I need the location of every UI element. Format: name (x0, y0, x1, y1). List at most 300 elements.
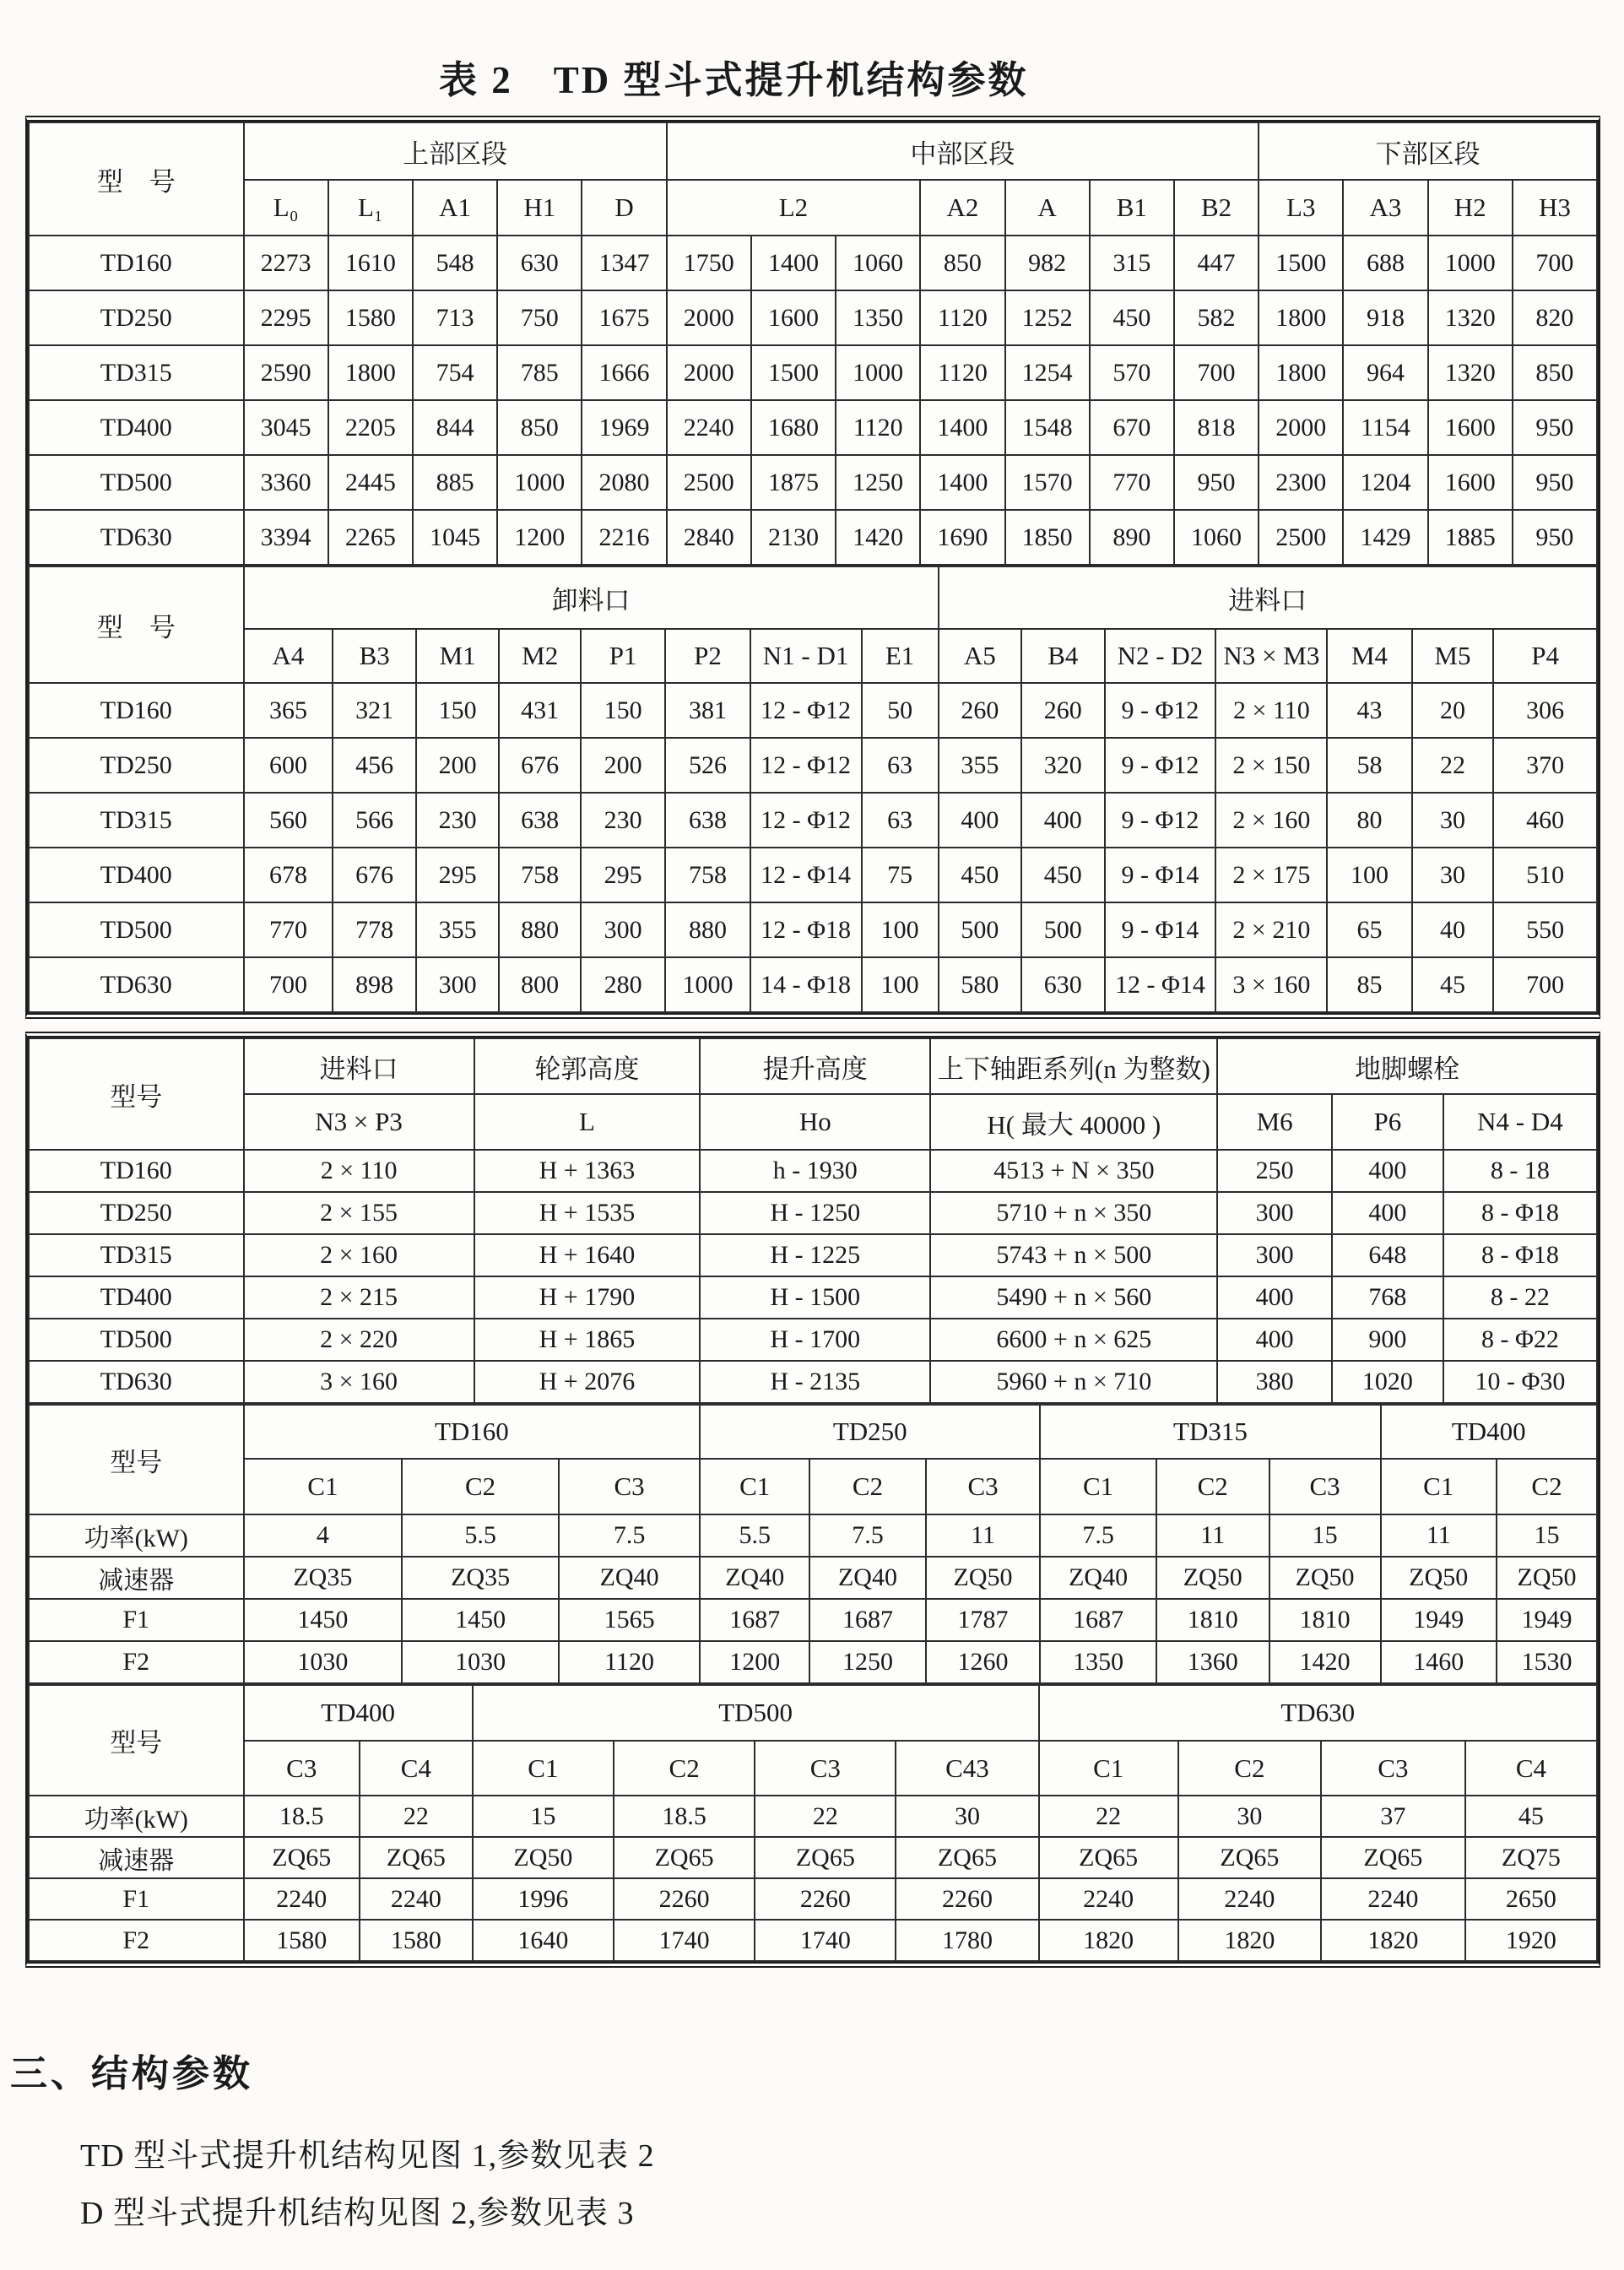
value-cell: 456 (333, 738, 415, 793)
value-cell: 688 (1343, 236, 1427, 290)
value-cell: 2260 (755, 1878, 896, 1920)
value-cell: h - 1930 (700, 1150, 930, 1192)
value-cell: 670 (1090, 400, 1174, 455)
table-body (29, 236, 1597, 565)
column-header: H1 (497, 180, 582, 236)
value-cell: 15 (1497, 1514, 1597, 1557)
value-cell: ZQ40 (1040, 1557, 1156, 1599)
value-cell: 1850 (1005, 510, 1090, 565)
value-cell: 10 - Φ30 (1443, 1361, 1597, 1403)
table-section-power-1 (28, 1404, 1598, 1684)
row-label-cell: TD250 (29, 1192, 244, 1234)
model-column-header: 型号 (29, 1685, 244, 1796)
model-column-header: 型号 (29, 1038, 244, 1150)
value-cell: 280 (581, 957, 665, 1012)
table-row (29, 236, 1597, 290)
table-body (29, 1796, 1597, 1961)
value-cell: 2240 (1039, 1878, 1178, 1920)
column-header: D (582, 180, 666, 236)
value-cell: ZQ65 (1178, 1837, 1321, 1878)
value-cell: 1320 (1428, 345, 1513, 400)
column-header: N3 × M3 (1215, 629, 1327, 683)
value-cell: 2500 (1259, 510, 1343, 565)
column-header: C2 (1178, 1741, 1321, 1796)
value-cell: 1460 (1381, 1641, 1497, 1683)
value-cell: H + 1640 (474, 1234, 701, 1276)
table-row (29, 683, 1597, 738)
value-cell: 754 (413, 345, 497, 400)
value-cell: 1580 (328, 290, 413, 345)
value-cell: 1687 (1040, 1599, 1156, 1641)
value-cell: 30 (1178, 1796, 1321, 1837)
row-label-cell: TD400 (29, 400, 244, 455)
value-cell: 300 (581, 902, 665, 957)
value-cell: 630 (497, 236, 582, 290)
value-cell: 1600 (1428, 455, 1513, 510)
column-header: C4 (360, 1741, 473, 1796)
value-cell: 500 (1021, 902, 1104, 957)
table-row (29, 1878, 1597, 1920)
value-cell: 1600 (1428, 400, 1513, 455)
column-header: C3 (755, 1741, 896, 1796)
value-cell: 150 (416, 683, 499, 738)
value-cell: 2240 (667, 400, 751, 455)
value-cell: 1800 (1259, 345, 1343, 400)
value-cell: 880 (665, 902, 750, 957)
table-row (29, 1920, 1597, 1961)
value-cell: 8 - 22 (1443, 1276, 1597, 1319)
value-cell: 260 (939, 683, 1021, 738)
value-cell: 3 × 160 (244, 1361, 474, 1403)
value-cell: 2590 (244, 345, 328, 400)
column-header: C2 (614, 1741, 755, 1796)
value-cell: 1800 (328, 345, 413, 400)
row-label-cell: TD250 (29, 738, 244, 793)
value-cell: 22 (1039, 1796, 1178, 1837)
value-cell: 8 - 18 (1443, 1150, 1597, 1192)
column-header: C3 (1269, 1459, 1381, 1514)
value-cell: 5960 + n × 710 (930, 1361, 1217, 1403)
value-cell: 2240 (360, 1878, 473, 1920)
value-cell: 11 (1156, 1514, 1269, 1557)
value-cell: 11 (926, 1514, 1041, 1557)
note-line-d-type: D 型斗式提升机结构见图 2,参数见表 3 (80, 2196, 635, 2231)
column-header: C1 (1381, 1459, 1497, 1514)
value-cell: ZQ65 (896, 1837, 1038, 1878)
value-cell: 1200 (700, 1641, 809, 1683)
value-cell: 381 (665, 683, 750, 738)
table-row (29, 957, 1597, 1012)
value-cell: 1060 (836, 236, 920, 290)
value-cell: 2265 (328, 510, 413, 565)
value-cell: 2 × 110 (1215, 683, 1327, 738)
value-cell: H - 2135 (700, 1361, 930, 1403)
value-cell: 570 (1090, 345, 1174, 400)
group-header-axle-distance-series: 上下轴距系列(n 为整数) (930, 1038, 1217, 1094)
value-cell: 1260 (926, 1641, 1041, 1683)
section-heading: 三、结构参数 (10, 2053, 253, 2094)
table-row (29, 902, 1597, 957)
value-cell: 200 (581, 738, 665, 793)
value-cell: 1740 (614, 1920, 755, 1961)
value-cell: 526 (665, 738, 750, 793)
value-cell: 890 (1090, 510, 1174, 565)
value-cell: 1920 (1465, 1920, 1597, 1961)
value-cell: 321 (333, 683, 415, 738)
column-header: C2 (1156, 1459, 1269, 1514)
value-cell: 580 (939, 957, 1021, 1012)
value-cell: 100 (862, 957, 939, 1012)
value-cell: 950 (1513, 455, 1597, 510)
value-cell: 950 (1174, 455, 1259, 510)
value-cell: 1820 (1321, 1920, 1465, 1961)
column-header: C3 (559, 1459, 700, 1514)
value-cell: 45 (1412, 957, 1494, 1012)
value-cell: ZQ65 (755, 1837, 896, 1878)
value-cell: 2260 (896, 1878, 1038, 1920)
value-cell: 450 (939, 848, 1021, 902)
row-label-cell: 功率(kW) (29, 1514, 244, 1557)
row-label-cell: TD630 (29, 1361, 244, 1403)
value-cell: 58 (1327, 738, 1411, 793)
group-header-td400: TD400 (244, 1685, 473, 1741)
value-cell: 1600 (751, 290, 836, 345)
value-cell: 1350 (836, 290, 920, 345)
group-header-feed-port: 进料口 (244, 1038, 474, 1094)
value-cell: 2273 (244, 236, 328, 290)
value-cell: 3394 (244, 510, 328, 565)
value-cell: 45 (1465, 1796, 1597, 1837)
value-cell: 30 (1412, 848, 1494, 902)
value-cell: 300 (1217, 1192, 1332, 1234)
table-row (29, 1641, 1597, 1683)
row-label-cell: TD630 (29, 510, 244, 565)
value-cell: 7.5 (1040, 1514, 1156, 1557)
value-cell: 630 (1021, 957, 1104, 1012)
column-header: Ho (700, 1094, 930, 1150)
value-cell: 844 (413, 400, 497, 455)
row-label-cell: TD160 (29, 236, 244, 290)
value-cell: H + 1535 (474, 1192, 701, 1234)
value-cell: 566 (333, 793, 415, 848)
value-cell: 12 - Φ18 (750, 902, 862, 957)
column-header: A4 (244, 629, 333, 683)
value-cell: 1548 (1005, 400, 1090, 455)
value-cell: 2 × 215 (244, 1276, 474, 1319)
value-cell: 2000 (667, 290, 751, 345)
value-cell: ZQ50 (1156, 1557, 1269, 1599)
value-cell: 355 (939, 738, 1021, 793)
table-row (29, 1796, 1597, 1837)
value-cell: 2260 (614, 1878, 755, 1920)
value-cell: 20 (1412, 683, 1494, 738)
value-cell: 1949 (1381, 1599, 1497, 1641)
value-cell: 1120 (836, 400, 920, 455)
table-row (29, 400, 1597, 455)
value-cell: 300 (416, 957, 499, 1012)
value-cell: 1200 (497, 510, 582, 565)
value-cell: 7.5 (559, 1514, 700, 1557)
value-cell: 2 × 210 (1215, 902, 1327, 957)
column-header: C4 (1465, 1741, 1597, 1796)
value-cell: 100 (862, 902, 939, 957)
value-cell: 355 (416, 902, 499, 957)
value-cell: 1250 (809, 1641, 925, 1683)
value-cell: 1254 (1005, 345, 1090, 400)
value-cell: 5.5 (700, 1514, 809, 1557)
value-cell: 3360 (244, 455, 328, 510)
value-cell: 6600 + n × 625 (930, 1319, 1217, 1361)
value-cell: 400 (1332, 1192, 1443, 1234)
value-cell: 9 - Φ12 (1105, 683, 1216, 738)
value-cell: H + 2076 (474, 1361, 701, 1403)
value-cell: 447 (1174, 236, 1259, 290)
value-cell: 1450 (402, 1599, 559, 1641)
value-cell: ZQ65 (1321, 1837, 1465, 1878)
value-cell: H - 1700 (700, 1319, 930, 1361)
column-header: H2 (1428, 180, 1513, 236)
value-cell: 1666 (582, 345, 666, 400)
value-cell: ZQ50 (1381, 1557, 1497, 1599)
value-cell: 3 × 160 (1215, 957, 1327, 1012)
value-cell: 1120 (559, 1641, 700, 1683)
value-cell: 600 (244, 738, 333, 793)
group-header-feed-port: 进料口 (939, 566, 1597, 629)
value-cell: 100 (1327, 848, 1411, 902)
value-cell: 1020 (1332, 1361, 1443, 1403)
group-header-td160: TD160 (244, 1405, 701, 1459)
value-cell: 300 (1217, 1234, 1332, 1276)
value-cell: 850 (497, 400, 582, 455)
value-cell: 648 (1332, 1234, 1443, 1276)
table-row (29, 1514, 1597, 1557)
value-cell: 11 (1381, 1514, 1497, 1557)
column-header: A (1005, 180, 1090, 236)
value-cell: 770 (244, 902, 333, 957)
value-cell: 1045 (413, 510, 497, 565)
value-cell: 431 (499, 683, 581, 738)
value-cell: 380 (1217, 1361, 1332, 1403)
value-cell: 2205 (328, 400, 413, 455)
value-cell: 964 (1343, 345, 1427, 400)
value-cell: 2000 (667, 345, 751, 400)
value-cell: 2130 (751, 510, 836, 565)
group-header-anchor-bolt: 地脚螺栓 (1217, 1038, 1597, 1094)
value-cell: 850 (920, 236, 1004, 290)
group-header-discharge-port: 卸料口 (244, 566, 939, 629)
value-cell: H - 1225 (700, 1234, 930, 1276)
value-cell: 700 (1174, 345, 1259, 400)
value-cell: ZQ35 (244, 1557, 403, 1599)
value-cell: 1000 (497, 455, 582, 510)
column-header: B1 (1090, 180, 1174, 236)
value-cell: 1500 (751, 345, 836, 400)
value-cell: 1154 (1343, 400, 1427, 455)
column-header: N3 × P3 (244, 1094, 474, 1150)
value-cell: 5.5 (402, 1514, 559, 1557)
value-cell: 560 (244, 793, 333, 848)
value-cell: 8 - Φ18 (1443, 1234, 1597, 1276)
table-section-heights (28, 1037, 1598, 1404)
value-cell: 1350 (1040, 1641, 1156, 1683)
value-cell: 1875 (751, 455, 836, 510)
row-label-cell: F2 (29, 1641, 244, 1683)
row-label-cell: 减速器 (29, 1837, 244, 1878)
value-cell: 1690 (920, 510, 1004, 565)
row-label-cell: F2 (29, 1920, 244, 1961)
table-section-power-2 (28, 1684, 1598, 1962)
value-cell: 638 (499, 793, 581, 848)
value-cell: 1120 (920, 345, 1004, 400)
value-cell: 400 (1217, 1276, 1332, 1319)
value-cell: H + 1790 (474, 1276, 701, 1319)
value-cell: 43 (1327, 683, 1411, 738)
value-cell: 1675 (582, 290, 666, 345)
value-cell: 1740 (755, 1920, 896, 1961)
column-header: N1 - D1 (750, 629, 862, 683)
value-cell: ZQ40 (809, 1557, 925, 1599)
value-cell: 676 (499, 738, 581, 793)
value-cell: H - 1250 (700, 1192, 930, 1234)
value-cell: 5490 + n × 560 (930, 1276, 1217, 1319)
table-row (29, 1276, 1597, 1319)
row-label-cell: TD315 (29, 345, 244, 400)
row-label-cell: 功率(kW) (29, 1796, 244, 1837)
value-cell: 315 (1090, 236, 1174, 290)
value-cell: 1810 (1269, 1599, 1381, 1641)
value-cell: 12 - Φ14 (750, 848, 862, 902)
value-cell: 18.5 (614, 1796, 755, 1837)
value-cell: 1320 (1428, 290, 1513, 345)
value-cell: 885 (413, 455, 497, 510)
value-cell: ZQ65 (614, 1837, 755, 1878)
value-cell: 2840 (667, 510, 751, 565)
value-cell: 550 (1493, 902, 1597, 957)
column-header: C1 (700, 1459, 809, 1514)
row-label-cell: TD315 (29, 1234, 244, 1276)
value-cell: 1800 (1259, 290, 1343, 345)
value-cell: 1000 (836, 345, 920, 400)
column-header: C2 (809, 1459, 925, 1514)
value-cell: 2 × 150 (1215, 738, 1327, 793)
value-cell: 2240 (244, 1878, 360, 1920)
column-header: L (474, 1094, 701, 1150)
value-cell: 14 - Φ18 (750, 957, 862, 1012)
value-cell: 30 (1412, 793, 1494, 848)
table-row (29, 1319, 1597, 1361)
value-cell: 2240 (1321, 1878, 1465, 1920)
column-header: B2 (1174, 180, 1259, 236)
value-cell: 5743 + n × 500 (930, 1234, 1217, 1276)
value-cell: 898 (333, 957, 415, 1012)
row-label-cell: TD400 (29, 1276, 244, 1319)
value-cell: ZQ65 (360, 1837, 473, 1878)
table-row (29, 793, 1597, 848)
column-header: C3 (244, 1741, 360, 1796)
value-cell: 150 (581, 683, 665, 738)
value-cell: 400 (1332, 1150, 1443, 1192)
value-cell: 1565 (559, 1599, 700, 1641)
group-header-td500: TD500 (473, 1685, 1039, 1741)
value-cell: 700 (244, 957, 333, 1012)
value-cell: 2650 (1465, 1878, 1597, 1920)
value-cell: 510 (1493, 848, 1597, 902)
value-cell: 1000 (1428, 236, 1513, 290)
value-cell: 1429 (1343, 510, 1427, 565)
column-header: M4 (1327, 629, 1411, 683)
value-cell: 770 (1090, 455, 1174, 510)
value-cell: 950 (1513, 400, 1597, 455)
value-cell: 638 (665, 793, 750, 848)
column-header: N4 - D4 (1443, 1094, 1597, 1150)
value-cell: 500 (939, 902, 1021, 957)
group-header-td315: TD315 (1040, 1405, 1380, 1459)
column-header: B4 (1021, 629, 1104, 683)
group-header-td630: TD630 (1039, 1685, 1598, 1741)
column-header: H( 最大 40000 ) (930, 1094, 1217, 1150)
column-header: C2 (402, 1459, 559, 1514)
value-cell: 2 × 160 (1215, 793, 1327, 848)
value-cell: ZQ75 (1465, 1837, 1597, 1878)
value-cell: 750 (497, 290, 582, 345)
column-header: H3 (1513, 180, 1597, 236)
group-header-td400: TD400 (1381, 1405, 1597, 1459)
value-cell: 40 (1412, 902, 1494, 957)
page-title: 表 2 TD 型斗式提升机结构参数 (439, 59, 1029, 101)
table-row (29, 510, 1597, 565)
column-header: L2 (667, 180, 921, 236)
value-cell: ZQ65 (1039, 1837, 1178, 1878)
value-cell: 3045 (244, 400, 328, 455)
table-body (29, 1150, 1597, 1403)
value-cell: 700 (1493, 957, 1597, 1012)
value-cell: 1787 (926, 1599, 1041, 1641)
value-cell: 85 (1327, 957, 1411, 1012)
value-cell: 4 (244, 1514, 403, 1557)
value-cell: ZQ65 (244, 1837, 360, 1878)
value-cell: ZQ50 (1497, 1557, 1597, 1599)
value-cell: H + 1363 (474, 1150, 701, 1192)
column-header: C1 (244, 1459, 403, 1514)
value-cell: 1580 (244, 1920, 360, 1961)
value-cell: 9 - Φ12 (1105, 793, 1216, 848)
value-cell: 230 (416, 793, 499, 848)
row-label-cell: TD160 (29, 683, 244, 738)
value-cell: 37 (1321, 1796, 1465, 1837)
table-row (29, 1150, 1597, 1192)
value-cell: 80 (1327, 793, 1411, 848)
value-cell: 2295 (244, 290, 328, 345)
column-header: A5 (939, 629, 1021, 683)
group-header-lower-section: 下部区段 (1259, 122, 1597, 180)
value-cell: 8 - Φ22 (1443, 1319, 1597, 1361)
value-cell: 1949 (1497, 1599, 1597, 1641)
value-cell: 785 (497, 345, 582, 400)
table-row (29, 1361, 1597, 1403)
row-label-cell: TD400 (29, 848, 244, 902)
value-cell: 2000 (1259, 400, 1343, 455)
value-cell: 1400 (920, 400, 1004, 455)
row-label-cell: TD500 (29, 1319, 244, 1361)
value-cell: 1204 (1343, 455, 1427, 510)
model-column-header: 型 号 (29, 122, 244, 236)
column-header: P4 (1493, 629, 1597, 683)
column-header: M1 (416, 629, 499, 683)
value-cell: ZQ50 (1269, 1557, 1381, 1599)
column-header: L3 (1259, 180, 1343, 236)
column-header: M2 (499, 629, 581, 683)
value-cell: 2 × 220 (244, 1319, 474, 1361)
